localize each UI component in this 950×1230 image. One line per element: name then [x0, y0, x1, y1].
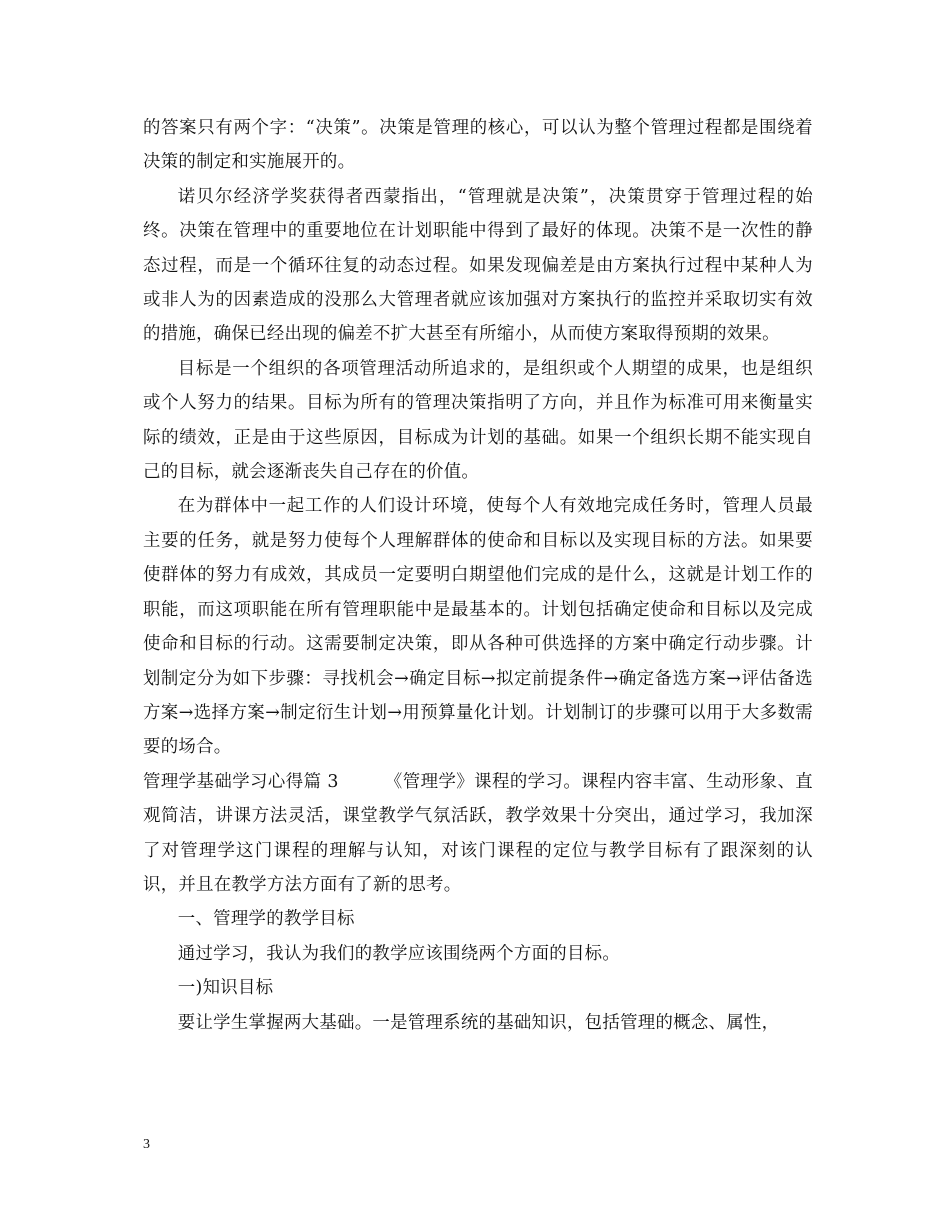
page-number: 3	[143, 1137, 150, 1152]
paragraph-two-foundations: 要让学生掌握两大基础。一是管理系统的基础知识，包括管理的概念、属性，	[177, 1012, 780, 1033]
section-title: 管理学基础学习心得篇 3	[143, 771, 339, 792]
paragraph-simon-quote: 诺贝尔经济学奖获得者西蒙指出，“管理就是决策”，决策贯穿于管理过程的始终。决策在管理中的重要地位在计划职能中得到了最好的体现。决策不是一次性的静态过程，而是一个循环往复的动态过程。如果发现偏差是由方案执行过程中某种人为或非人为的因素造成的没那么大管理者就应该加强对方案执行的监控并采取切实有效的措施，确保已经出现的偏差不扩大甚至有所缩小，从而使方案取得预期的效果。	[143, 186, 813, 345]
paragraph-planning-steps: 在为群体中一起工作的人们设计环境，使每个人有效地完成任务时，管理人员最主要的任务，就是努力使每个人理解群体的使命和目标以及实现目标的方法。如果要使群体的努力有成效，其成员一定要明白期望他们完成的是什么，这就是计划工作的职能，而这项职能在所有管理职能中是最基本的。计划包括确定使命和目标以及完成使命和目标的行动。这需要制定决策，即从各种可供选择的方案中确定行动步骤。计划制定分为如下步骤：寻找机会→确定目标→拟定前提条件→确定备选方案→评估备选方案→选择方案→制定衍生计划→用预算量化计划。计划制订的步骤可以用于大多数需要的场合。	[143, 496, 813, 758]
paragraph-decision-core: 的答案只有两个字：“决策”。决策是管理的核心，可以认为整个管理过程都是围绕着决策的制定和实施展开的。	[143, 118, 813, 173]
paragraph-two-goals: 通过学习，我认为我们的教学应该围绕两个方面的目标。	[177, 943, 621, 964]
section-paragraph	[143, 765, 813, 903]
heading-teaching-goals: 一、管理学的教学目标	[177, 909, 355, 930]
section-body: 《管理学》课程的学习。课程内容丰富、生动形象、直观简洁，讲课方法灵活，课堂教学气氛活跃，教学效果十分突出，通过学习，我加深了对管理学这门课程的理解与认知，对该门课程的定位与教学目标有了跟深刻的认识，并且在教学方法方面有了新的思考。	[143, 771, 814, 895]
paragraph-goals: 目标是一个组织的各项管理活动所追求的，是组织或个人期望的成果，也是组织或个人努力的结果。目标为所有的管理决策指明了方向，并且作为标准可用来衡量实际的绩效，正是由于这些原因，目标成为计划的基础。如果一个组织长期不能实现自己的目标，就会逐渐丧失自己存在的价值。	[143, 358, 813, 483]
document-body	[143, 111, 813, 1040]
heading-knowledge-goal: 一)知识目标	[177, 978, 274, 999]
